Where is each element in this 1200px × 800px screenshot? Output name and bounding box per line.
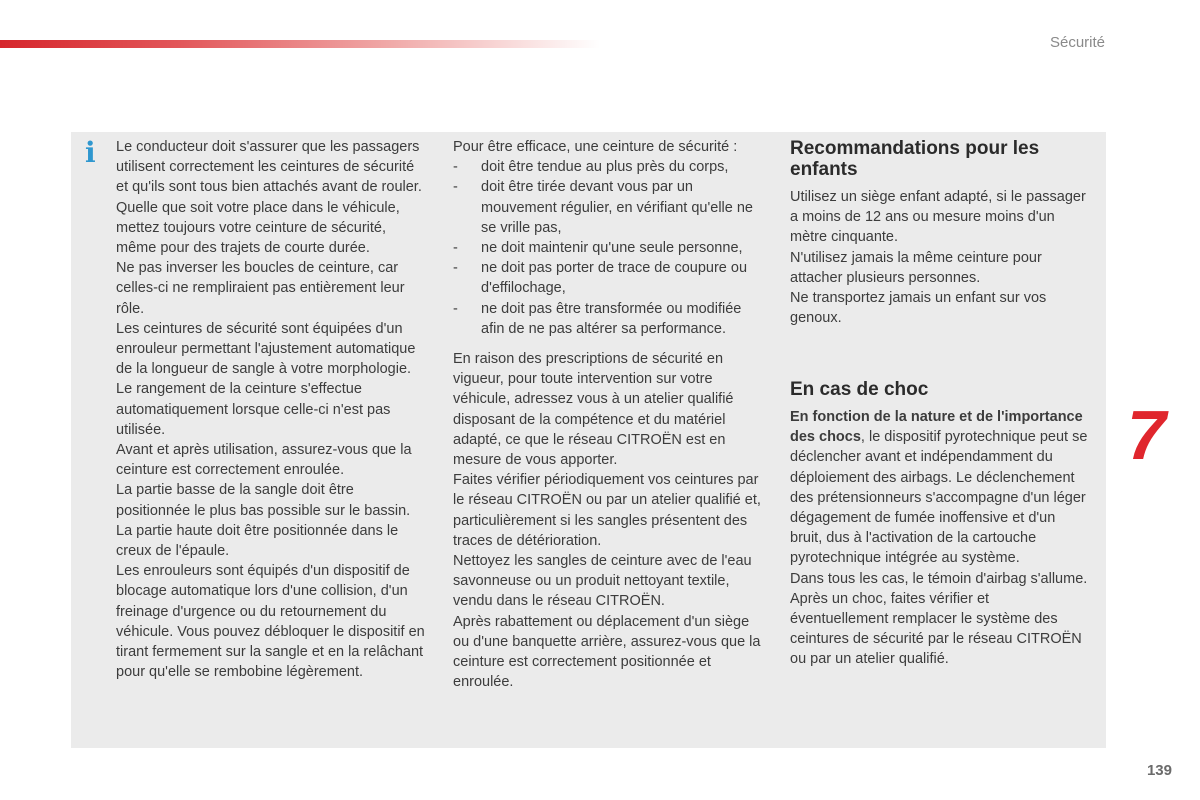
column-3 [790,137,1090,670]
paragraph: Ne pas inverser les boucles de ceinture, car celles-ci ne rempliraient pas entièrement leur rôle. [116,260,405,317]
paragraph: Nettoyez les sangles de ceinture avec de l'eau savonneuse ou un produit nettoyant textile, vendu dans le réseau CITROËN. [453,553,752,610]
paragraph [790,407,1090,569]
paragraph: Le conducteur doit s'assurer que les passagers utilisent correctement les ceintures de sécurité et qu'ils sont tous bien attachés avant de rouler. [116,139,422,196]
info-icon: i [85,136,96,169]
paragraph: Ne transportez jamais un enfant sur vos genoux. [790,290,1047,327]
requirements-list [453,157,768,339]
paragraph: La partie haute doit être positionnée dans le creux de l'épaule. [116,522,399,560]
paragraph: Après un choc, faites vérifier et éventuellement remplacer le système des ceintures de sécurité par le réseau CITROËN ou par un atelier qualifié. [790,590,1082,668]
header-accent-bar [0,40,600,48]
paragraph: En raison des prescriptions de sécurité en vigueur, pour toute intervention sur votre véhicule, adressez vous à un atelier qualifié disposant de la compétence et du matériel adapté, ce que le réseau CITROËN est en mesure de vous apporter. [453,351,734,469]
paragraph: Avant et après utilisation, assurez-vous que la ceinture est correctement enroulée. [116,442,412,479]
paragraph: N'utilisez jamais la même ceinture pour attacher plusieurs personnes. [790,249,1042,286]
page-number: 139 [1146,762,1172,779]
paragraph: Utilisez un siège enfant adapté, si le passager a moins de 12 ans ou mesure moins d'un mètre cinquante. [790,189,1086,246]
column-2 [453,137,768,692]
paragraph: Faites vérifier périodiquement vos ceintures par le réseau CITROËN ou par un atelier qualifié et, particulièrement si les sangles présentent des traces de détérioration. [453,472,761,549]
column-1 [116,137,426,682]
paragraph: Quelle que soit votre place dans le véhicule, mettez toujours votre ceinture de sécurité, même pour des trajets de courte durée. [116,199,400,257]
bold-lead: En fonction de la nature et de l'importance des chocs [790,408,1083,446]
heading-crash: En cas de choc [790,379,929,401]
list-item: - ne doit pas porter de trace de coupure ou d'effilochage, [453,258,768,298]
paragraph: Dans tous les cas, le témoin d'airbag s'allume. [790,570,1088,587]
list-item: - doit être tendue au plus près du corps, [453,157,768,177]
heading-children: Recommandations pour les enfants [790,138,1040,180]
paragraph: La partie basse de la sangle doit être positionnée le plus bas possible sur le bassin. [116,482,411,519]
list-item: - ne doit pas être transformée ou modifiée afin de ne pas altérer sa performance. [453,299,768,339]
spacer [453,339,768,349]
paragraph: Les enrouleurs sont équipés d'un dispositif de blocage automatique lors d'une collision, d'un freinage d'urgence ou du retournement du véhicule. Vous pouvez débloquer le dispositif en tirant fermement sur la sangle et en la relâchant pour qu'elle se rembobine légèrement. [116,563,425,681]
list-intro: Pour être efficace, une ceinture de sécurité : [453,139,738,155]
list-item: - ne doit maintenir qu'une seule personne, [453,238,768,258]
paragraph: Les ceintures de sécurité sont équipées d'un enrouleur permettant l'ajustement automatique de la longueur de sangle à votre morphologie. Le rangement de la ceinture s'effectue automatiquement lorsque celle-ci n'est pas utilisée. [116,320,416,438]
section-title: Sécurité [1049,34,1105,51]
chapter-number: 7 [1127,396,1166,474]
paragraph: Après rabattement ou déplacement d'un siège ou d'une banquette arrière, assurez-vous que la ceinture est correctement positionnée et enroulée. [453,613,761,691]
text-continuation: , le dispositif pyrotechnique peut se déclencher avant et indépendamment du déploiement des airbags. Le déclenchement des prétensionneurs s'accompagne d'un léger dégagement de fumée inoffensive et d'un bruit, dus à l'activation de la cartouche pyrotechnique intégrée au système. [790,429,1088,567]
list-item: - doit être tirée devant vous par un mouvement régulier, en vérifiant qu'elle ne se vrille pas, [453,177,768,238]
